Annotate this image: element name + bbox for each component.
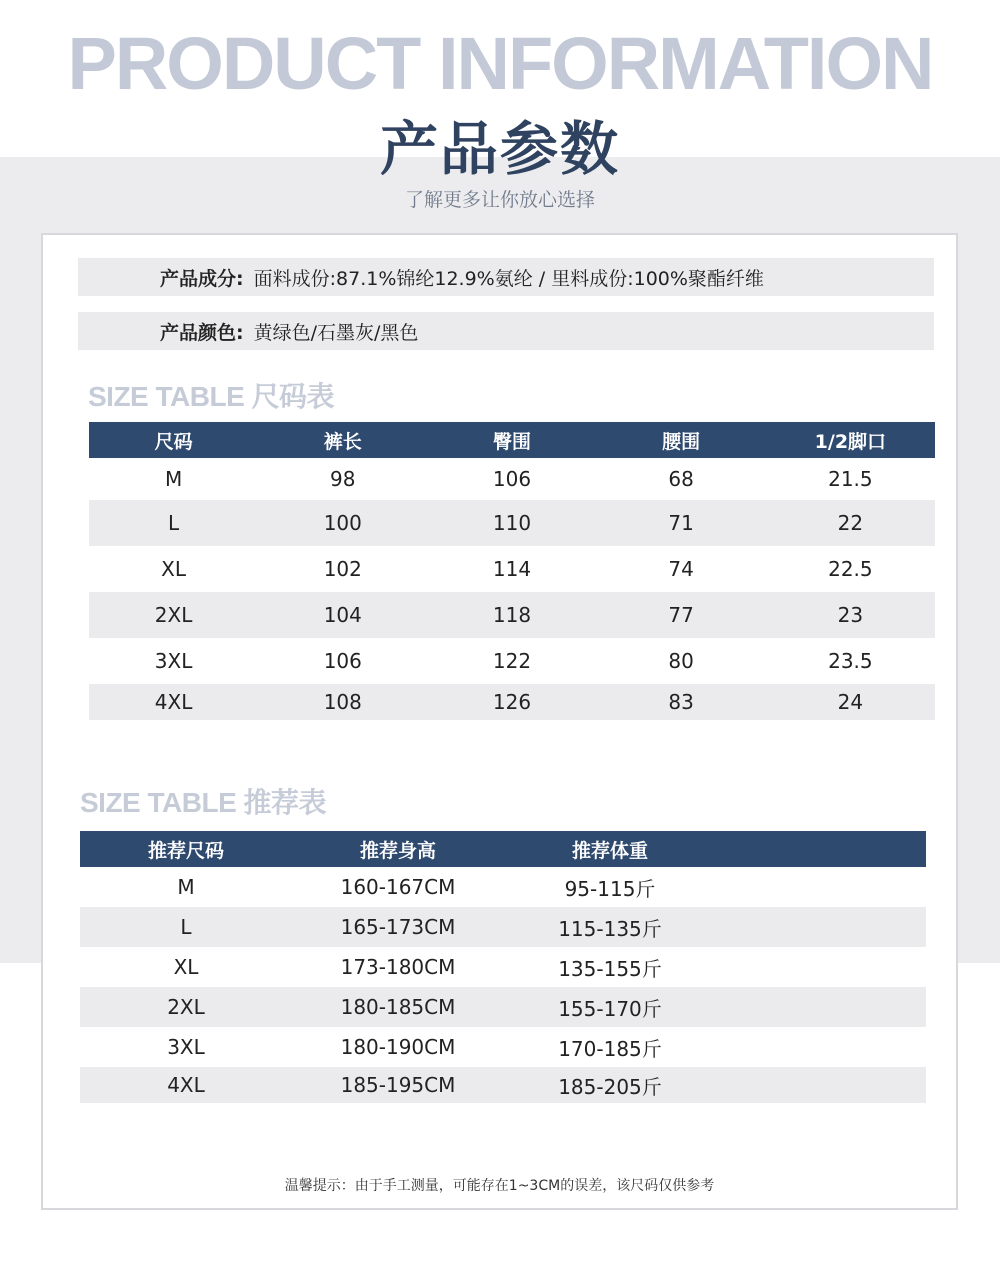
table-row [80,987,926,1027]
table-row [89,500,935,546]
table-cell: 95-115斤 [564,876,656,901]
table-cell: 155-170斤 [504,987,716,1027]
table-cell: 22 [766,500,935,546]
table-cell: 71 [597,500,766,546]
table-cell: L [80,907,292,947]
table-header-cell: 腰围 [597,422,766,458]
table-cell: 108 [258,684,427,720]
info-label: 产品成分: [160,267,244,290]
table-cell: 115-135斤 [504,907,716,947]
table-cell: 102 [323,557,362,581]
table-cell-empty [716,1067,926,1103]
table-row [80,907,926,947]
table-cell: 83 [597,684,766,720]
table-header-cell: 1/2脚口 [766,422,935,458]
table-row [89,684,935,720]
table-cell: 104 [258,592,427,638]
table-cell: 165-173CM [292,907,504,947]
table-cell: 110 [427,500,596,546]
info-label: 产品颜色: [160,321,244,344]
table-cell: 24 [766,684,935,720]
table-row [80,1067,926,1103]
table-cell: 106 [323,649,362,673]
table-cell: 2XL [89,592,258,638]
info-value: 黄绿色/石墨灰/黑色 [253,321,419,344]
table-cell: 22.5 [828,557,873,581]
table-cell: L [89,500,258,546]
measurement-note: 温馨提示：由于手工测量，可能存在1~3CM的误差，该尺码仅供参考 [284,1178,715,1194]
info-value: 面料成份:87.1%锦纶12.9%氨纶 / 里料成份:100%聚酯纤维 [253,267,764,290]
table-row [89,546,935,592]
table-cell: 23 [766,592,935,638]
table-cell: 4XL [89,684,258,720]
table-cell: XL [161,557,187,581]
table-header-cell: 推荐身高 [292,831,504,867]
table-cell: 2XL [80,987,292,1027]
table-header-row [80,831,926,867]
table-header-cell: 裤长 [258,422,427,458]
rec-table-title: SIZE TABLE 推荐表 [80,787,327,818]
hero-subtitle: 了解更多让你放心选择 [404,189,595,211]
table-cell: 114 [492,557,532,581]
table-cell: XL [173,955,199,979]
table-header-cell: 推荐体重 [504,831,716,867]
info-row-material [78,258,934,296]
table-cell-empty [716,867,926,907]
table-row [89,458,935,500]
table-header-cell: 尺码 [89,422,258,458]
table-header-cell: 臀围 [427,422,596,458]
table-cell: 170-185斤 [558,1036,662,1061]
info-card [41,233,958,1210]
table-cell: 100 [258,500,427,546]
table-cell: 68 [668,467,694,491]
hero-title-cn: 产品参数 [379,115,620,183]
table-row [89,592,935,638]
table-cell: M [164,467,183,491]
table-cell: 3XL [167,1035,205,1059]
table-header-cell-empty [716,831,926,867]
table-cell: 74 [668,557,694,581]
table-cell: 180-190CM [340,1035,456,1059]
table-cell: M [177,875,195,899]
size-table-title: SIZE TABLE 尺码表 [88,381,335,412]
table-cell-empty [716,907,926,947]
table-cell: 122 [492,649,532,673]
table-cell-empty [716,947,926,987]
table-cell: 77 [597,592,766,638]
table-row [89,638,935,684]
table-cell-empty [716,987,926,1027]
table-cell: 185-195CM [292,1067,504,1103]
table-cell: 173-180CM [340,955,456,979]
table-cell: 106 [492,467,532,491]
table-row [80,1027,926,1067]
info-row-color [78,312,934,350]
table-cell: 23.5 [828,649,873,673]
table-cell: 21.5 [828,467,873,491]
table-row [80,867,926,907]
recommend-table [80,831,926,1103]
table-cell: 3XL [154,649,193,673]
table-cell: 118 [427,592,596,638]
table-cell: 80 [668,649,694,673]
table-header-row [89,422,935,458]
table-cell: 160-167CM [340,875,456,899]
size-table [89,422,935,720]
table-cell: 135-155斤 [558,956,662,981]
table-cell: 185-205斤 [504,1067,716,1103]
table-header-cell: 推荐尺码 [80,831,292,867]
hero-title-en: PRODUCT INFORMATION [67,22,933,105]
table-cell-empty [716,1027,926,1067]
table-row [80,947,926,987]
table-cell: 98 [330,467,356,491]
table-cell: 4XL [80,1067,292,1103]
table-cell: 180-185CM [292,987,504,1027]
table-cell: 126 [427,684,596,720]
